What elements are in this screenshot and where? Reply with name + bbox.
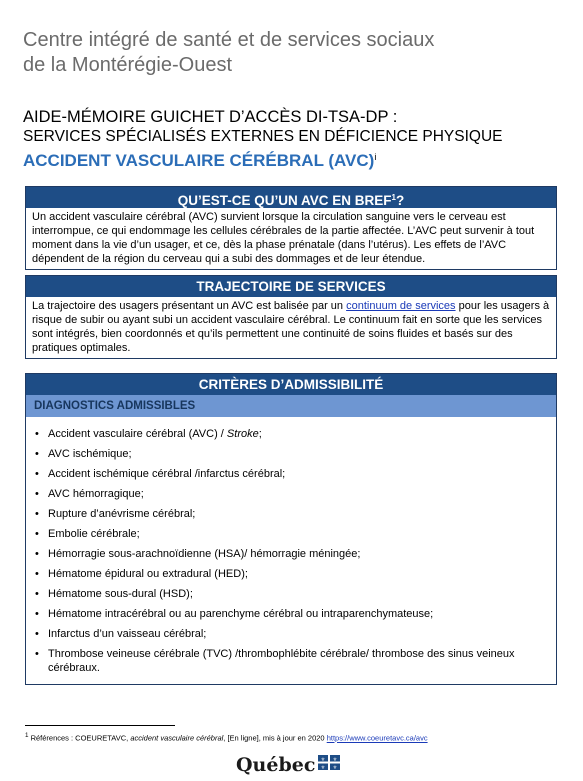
diagnostic-text: Accident vasculaire cérébral (AVC) / xyxy=(48,428,227,440)
quebec-flag-icon xyxy=(318,755,340,775)
svg-text:⚜: ⚜ xyxy=(321,756,326,763)
diagnostic-suffix: ; xyxy=(258,428,262,440)
svg-text:⚜: ⚜ xyxy=(333,765,338,770)
footnote xyxy=(25,732,428,743)
diagnostic-text: Infarctus d’un vaisseau cérébral; xyxy=(48,628,207,640)
diagnostic-text: AVC ischémique; xyxy=(48,448,132,460)
diagnostic-italic: Stroke xyxy=(226,428,259,440)
diagnostic-item xyxy=(26,524,556,544)
continuum-link[interactable]: continuum de services xyxy=(346,300,456,312)
diagnostic-item xyxy=(26,624,556,644)
diagnostics-list xyxy=(26,417,556,684)
diagnostic-text: Hématome sous-dural (HSD); xyxy=(48,588,193,600)
quebec-logo xyxy=(236,754,340,776)
diagnostic-text: Hématome épidural ou extradural (HED); xyxy=(48,568,248,580)
org-line-1: Centre intégré de santé et de services sociaux xyxy=(23,29,435,51)
diagnostic-item xyxy=(26,464,556,484)
trajectoire-text-before: La trajectoire des usagers présentant un AVC est balisée par un xyxy=(32,300,347,312)
svg-text:⚜: ⚜ xyxy=(333,756,338,763)
footnote-divider xyxy=(25,725,175,726)
diagnostic-text: Rupture d’anévrisme cérébral; xyxy=(48,508,196,520)
title-line-1: AIDE-MÉMOIRE GUICHET D’ACCÈS DI-TSA-DP : xyxy=(23,108,398,126)
trajectoire-text-after: pour les usagers à risque de subir ou ayant subi un accident vasculaire cérébral. Le continuum fait en sorte que les services sont intégrés, bien coordonnés et qu’ils permettent une continuité de soins fluides et basés sur des pratiques optimales. xyxy=(32,300,550,354)
diagnostic-text: Hémorragie sous-arachnoïdienne (HSA)/ hémorragie méningée; xyxy=(48,548,361,560)
footnote-link[interactable]: https://www.coeuretavc.ca/avc xyxy=(326,733,428,743)
footnote-text: Références : COEURETAVC, xyxy=(28,733,131,743)
footnote-italic: accident vasculaire cérébral xyxy=(130,733,224,743)
footnote-text-after: , [En ligne], mis à jour en 2020 xyxy=(223,733,327,743)
diagnostic-item xyxy=(26,444,556,464)
quebec-wordmark: Québec xyxy=(236,754,316,776)
section-avc-heading xyxy=(26,187,556,208)
section-trajectoire xyxy=(25,275,557,359)
diagnostic-item xyxy=(26,424,556,444)
section-avc-heading-text: QU’EST-CE QU’UN AVC EN BREF xyxy=(177,193,392,208)
org-line-2: de la Montérégie-Ouest xyxy=(23,54,233,76)
section-criteres-heading: CRITÈRES D’ADMISSIBILITÉ xyxy=(26,374,556,395)
diagnostic-text: Hématome intracérébral ou au parenchyme cérébral ou intraparenchymateuse; xyxy=(48,608,434,620)
footnote-number: 1 xyxy=(25,732,29,739)
diagnostic-item xyxy=(26,644,556,678)
section-trajectoire-body xyxy=(26,297,556,358)
diagnostic-text: Accident ischémique cérébral /infarctus cérébral; xyxy=(48,468,286,480)
section-avc-body: Un accident vasculaire cérébral (AVC) survient lorsque la circulation sanguine vers le cerveau est interrompue, ce qui endommage les cellules cérébrales de la partie affectée. L’AVC peut survenir à tout moment dans la vie d’un usager, et ce, dès la phase prénatale (dans l’utérus). Les effets de l’AVC dépendent de la région du cerveau qui a subi des dommages et de leur étendue. xyxy=(32,211,535,265)
diagnostic-item xyxy=(26,544,556,564)
diagnostic-item xyxy=(26,584,556,604)
svg-text:⚜: ⚜ xyxy=(321,765,326,770)
diagnostic-item xyxy=(26,604,556,624)
diagnostic-text: Thrombose veineuse cérébrale (TVC) /thrombophlébite cérébrale/ thrombose des sinus veineux cérébraux. xyxy=(48,648,515,674)
diagnostic-text: AVC hémorragique; xyxy=(48,488,144,500)
section-avc xyxy=(25,186,557,270)
title-line-2: SERVICES SPÉCIALISÉS EXTERNES EN DÉFICIENCE PHYSIQUE xyxy=(23,128,503,145)
document-title xyxy=(23,108,558,172)
footnote-marker: 1 xyxy=(391,193,396,202)
section-trajectoire-heading: TRAJECTOIRE DE SERVICES xyxy=(26,276,556,297)
title-endnote-marker: i xyxy=(374,152,377,162)
organization-name xyxy=(23,28,434,78)
section-criteres xyxy=(25,373,557,685)
diagnostic-item xyxy=(26,484,556,504)
diagnostic-text: Embolie cérébrale; xyxy=(48,528,140,540)
title-avc: ACCIDENT VASCULAIRE CÉRÉBRAL (AVC) xyxy=(23,151,375,170)
diagnostics-subheading: DIAGNOSTICS ADMISSIBLES xyxy=(26,395,556,417)
title-line-3 xyxy=(23,146,558,172)
diagnostic-item xyxy=(26,504,556,524)
diagnostic-item xyxy=(26,564,556,584)
section-avc-heading-suffix: ? xyxy=(395,193,405,208)
